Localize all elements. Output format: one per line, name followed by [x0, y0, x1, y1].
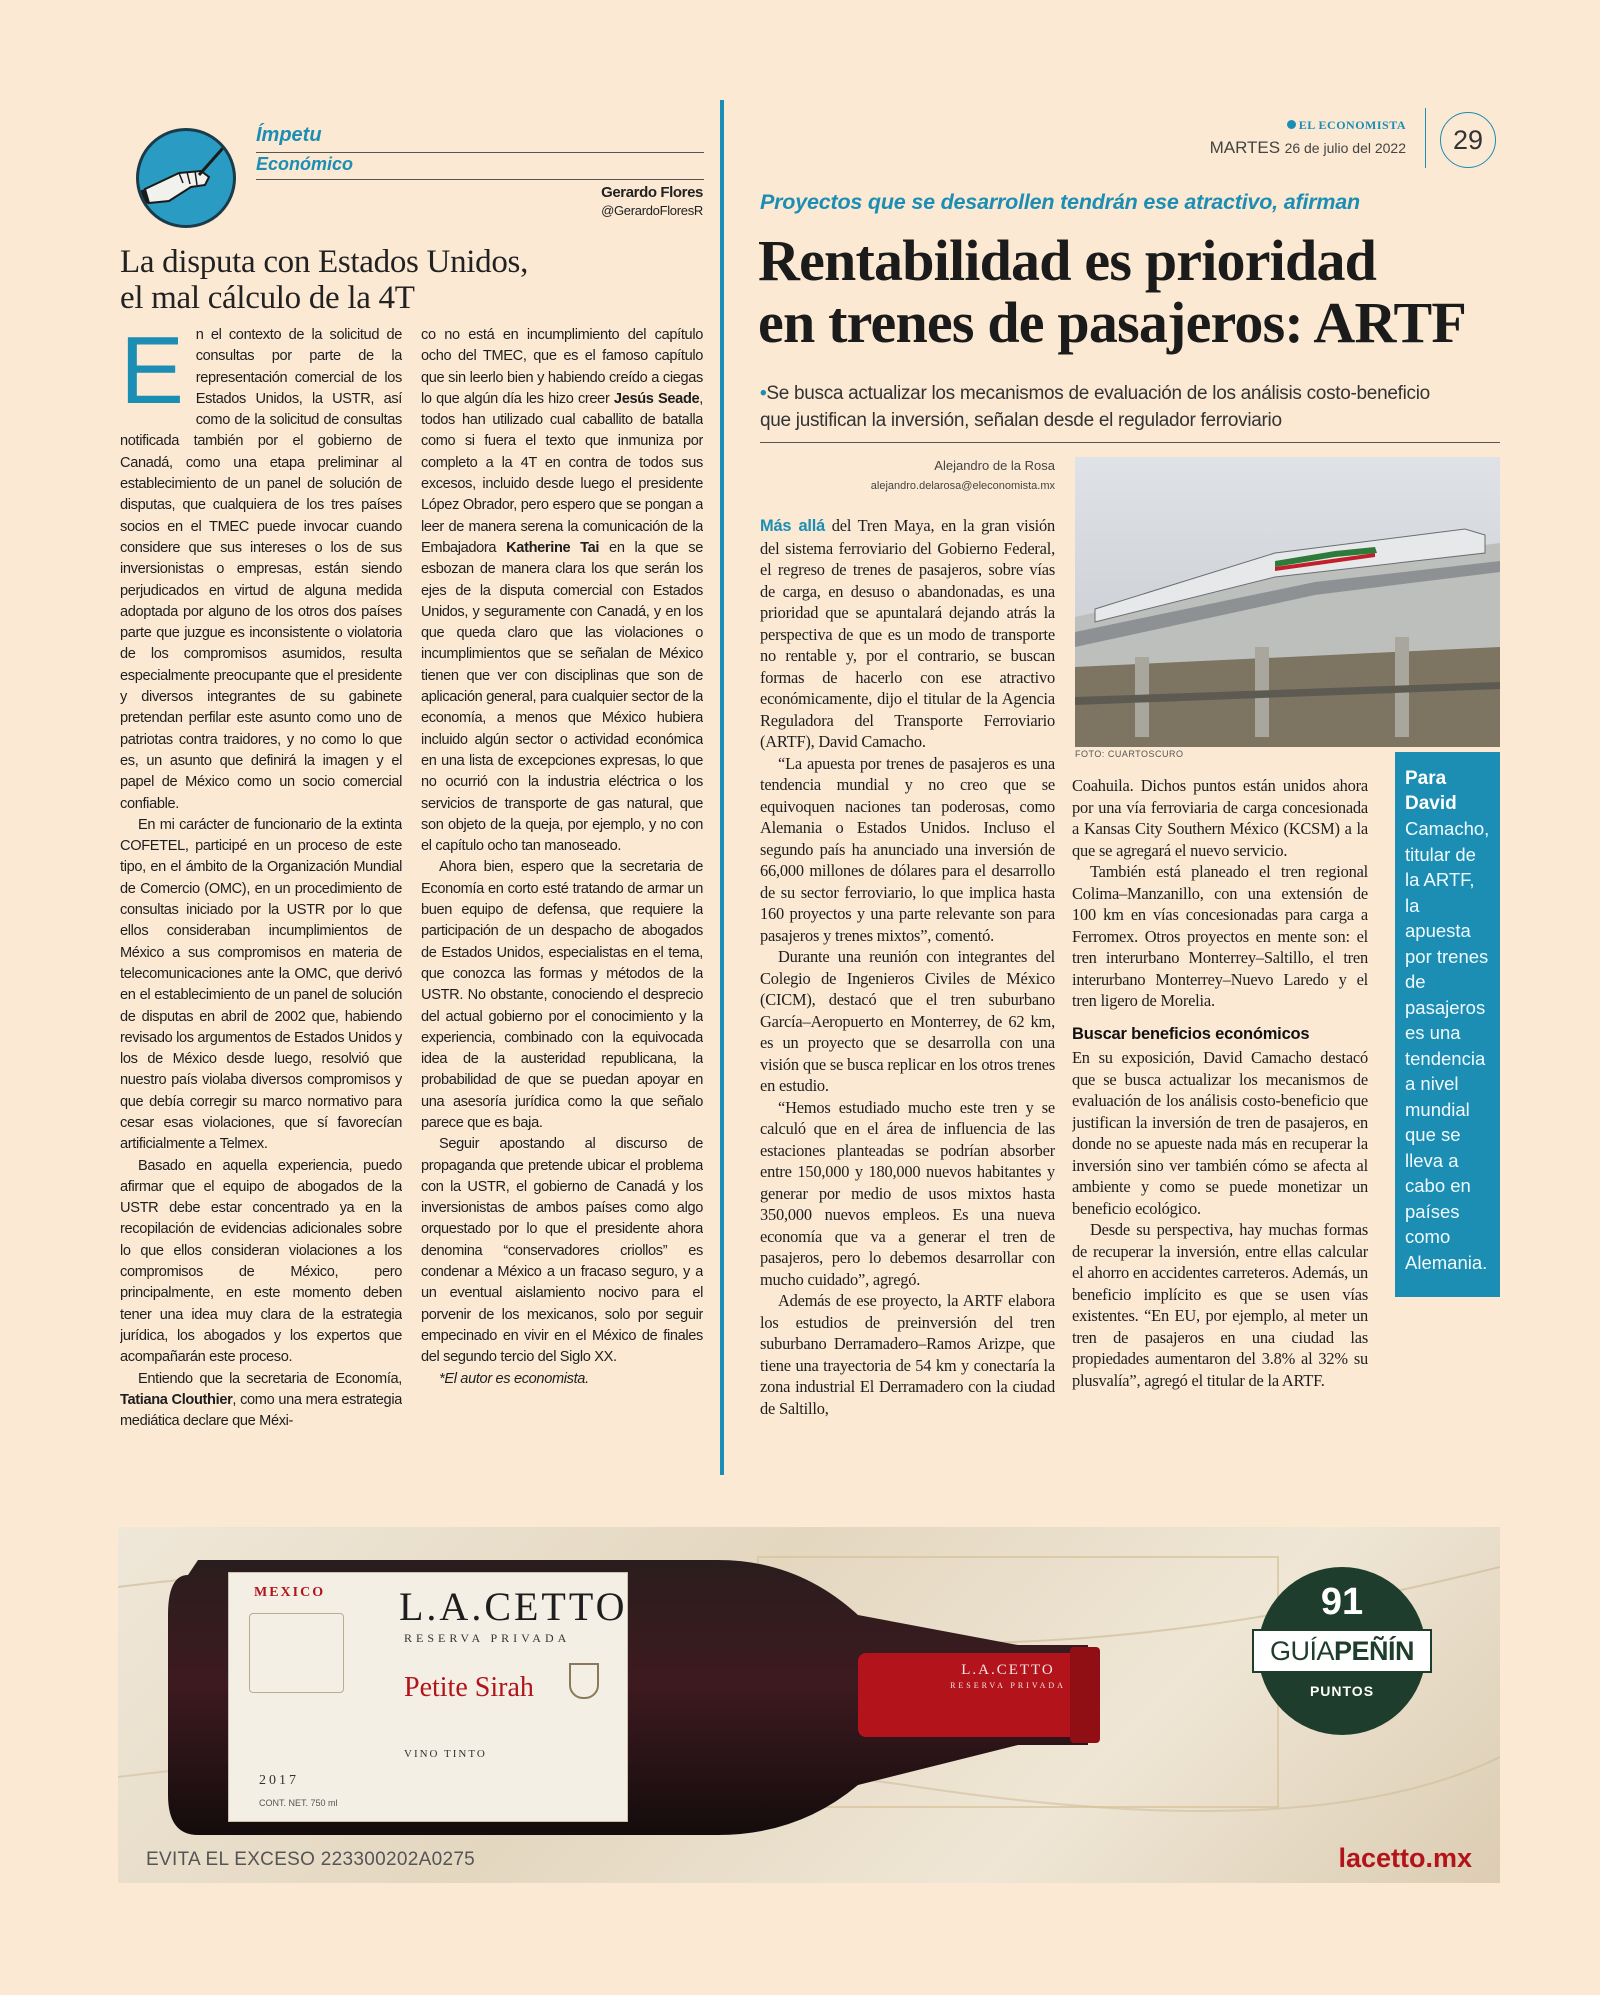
date-text: 26 de julio del 2022	[1284, 140, 1406, 156]
masthead	[1200, 118, 1406, 158]
summary-rule	[760, 442, 1500, 443]
column-paragraph: En mi carácter de funcionario de la extinta COFETEL, participé en un proceso de este tipo, en el ámbito de la Organización Mundial de Comercio (OMC), en un procedimiento de consultas iniciado por la USTR por lo que ellos consideraban incumplimientos de México a sus compromisos en materia de telecomunicaciones ante la OMC, que derivó en el establecimiento de un panel de solución de disputas en abril de 2002 que, habiendo revisado los argumentos de Estados Unidos y los de México desde luego, resolvió que nuestro país violaba diversos compromisos y que debía corregir su marco normativo para cesar esas violaciones, que sí favorecían artificialmente a Telmex.	[120, 816, 402, 1153]
rating-unit: PUNTOS	[1309, 1683, 1375, 1699]
label-wine-type: VINO TINTO	[404, 1748, 487, 1760]
person-name: Katherine Tai	[506, 539, 600, 556]
train-photo-illustration	[1075, 457, 1500, 747]
drop-cap: E	[120, 325, 184, 424]
article-summary: •Se busca actualizar los mecanismos de evaluación de los análisis costo-beneficio que justifican la inversión, señalan desde el regulador ferroviario	[760, 383, 1430, 431]
column-section	[0, 0, 725, 1480]
column-paragraph: co no está en incumplimiento del capítulo ocho del TMEC, que es el famoso capítulo que sin leerlo bien y habiendo creído a ciegas lo que algún día les hizo creer Jesús Seade, todos han utilizado cual caballito de batalla como si fuera el texto que inmuniza por completo a la 4T en contra de todos sus excesos, incluido desde luego el presidente López Obrador, pero espero que se pongan a leer de manera serena la comunicación de la Embajadora Katherine Tai en la que se esbozan de manera clara los que serán los ejes de la disputa comercial con Estados Unidos, y seguramente con Canadá, y en los que queda claro que las violaciones o incumplimientos que se señalan de México tienen que ver con disciplinas que son de aplicación general, para cualquier sector de la economía, a menos que México hubiera incluido algún sector o actividad económica en una lista de excepciones expresas, lo que no ocurrió con la industria eléctrica o los servicios de transporte de gas natural, que son objeto de la queja, por ejemplo, y no con el capítulo ocho tan manoseado.	[421, 327, 703, 855]
column-paragraph: Entiendo que la secretaria de Economía, Tatiana Clouthier, como una mera estrategia mediática declare que Méxi-	[120, 1370, 402, 1430]
date-line	[1200, 138, 1406, 158]
article-paragraph: Durante una reunión con integrantes del Colegio de Ingenieros Civiles de México (CICM), destacó que el tren suburbano García–Aeropuerto en Monterrey, de 62 km, es un proyecto que se desarrolla con una visión que se busca replicar en los otros trenes en estudio.	[760, 947, 1055, 1095]
section-rule-1	[256, 152, 704, 153]
column-paragraph: Ahora bien, espero que la secretaria de Economía en corto esté tratando de armar un buen equipo de defensa, que requiere la participación de un despacho de abogados de Estados Unidos, especialistas en el tema, que conozca las formas y métodos de la USTR. No obstante, conociendo el desprecio del actual gobierno por el conocimiento y la experiencia, combinado con la equivocada idea de la austeridad republicana, la probabilidad de que se puedan apoyar en una asesoría jurídica como la que señalo parece que es baja.	[421, 859, 703, 1131]
article-headline-line2: en trenes de pasajeros: ARTF	[758, 290, 1467, 355]
column-headline-line2: el mal cálculo de la 4T	[120, 280, 415, 316]
article-photo	[1075, 457, 1500, 747]
article-paragraph: En su exposición, David Camacho destacó que se busca actualizar los mecanismos de evaluación de los análisis costo-beneficio que justifican la inversión de tren de pasajeros, en donde no se apueste nada más en recuperar la inversión sino ver también cómo se afecta al ambiente y como se puede monetizar un beneficio ecológico.	[1072, 1048, 1368, 1218]
column-author-handle: @GerardoFloresR	[601, 203, 703, 218]
lead-in: Más allá	[760, 517, 826, 535]
article-paragraph: Además de ese proyecto, la ARTF elabora los estudios de preinversión del tren suburbano Derramadero–Ramos Arizpe, que tiene una trayectoria de 54 km y conectaría la zona industrial El Derramadero con la ciudad de Saltillo,	[760, 1291, 1055, 1418]
writing-hand-icon	[139, 131, 236, 228]
article-paragraph: “Hemos estudiado mucho este tren y se calculó que en el área de influencia de las estaciones planteadas se podrían absorber entre 150,000 y 180,000 nuevos habitantes y generar por medio de usos mixtos hasta 350,000 nuevos empleos. Es una nueva economía que va a generar el tren de pasajeros, pero lo debemos desarrollar con mucho cuidado”, agregó.	[760, 1097, 1055, 1289]
bullet: •	[760, 383, 767, 404]
column-footer-note: *El autor es economista.	[439, 1370, 589, 1387]
byline	[760, 458, 1055, 492]
date-day: MARTES	[1209, 138, 1281, 157]
label-reserve: RESERVA PRIVADA	[404, 1631, 571, 1645]
sidebar-text: Camacho, titular de la ARTF, la apuesta por trenes de pasajeros es una tendencia a nivel mundial que se lleva a cabo en países como Alemania.	[1405, 818, 1490, 1273]
masthead-rule	[1425, 108, 1426, 168]
label-vintage: 2017	[259, 1773, 299, 1788]
neck-reserve: RESERVA PRIVADA	[950, 1681, 1066, 1690]
article-paragraph: “La apuesta por trenes de pasajeros es una tendencia mundial y no creo que se equivoquen naciones tan poderosas, como Alemania o Estados Unidos. Incluso el segundo país ha anunciado una inversión de 66,000 millones de dólares para el desarrollo de su sector ferroviario, lo que implica hasta 160 proyectos y una parte relevante son para pasajeros y trenes mixtos”, comentó.	[760, 753, 1055, 945]
rating-number: 91	[1320, 1581, 1364, 1623]
rating-badge	[1258, 1567, 1426, 1735]
byline-name: Alejandro de la Rosa	[934, 458, 1055, 473]
label-brand: L.A.CETTO	[399, 1584, 628, 1629]
article-paragraph: También está planeado el tren regional Colima–Manzanillo, con una extensión de 100 km en vías concesionadas para carga a Ferromex. Otros proyectos en mente son: el tren interurbano Monterrey–Saltillo, el tren interurbano Monterrey–Nuevo Laredo y el tren ligero de Morelia.	[1072, 862, 1368, 1010]
column-headline	[120, 244, 710, 316]
column-section-line1: Ímpetu	[256, 124, 322, 146]
article-headline	[758, 230, 1518, 354]
article-col1	[760, 515, 1055, 1485]
column-divider	[720, 100, 724, 1475]
publication-name: EL ECONOMISTA	[1200, 118, 1406, 133]
publication-logo-icon	[1287, 120, 1296, 129]
label-volume: CONT. NET. 750 ml	[259, 1798, 338, 1808]
person-name: Tatiana Clouthier	[120, 1391, 233, 1408]
article-col2	[1072, 775, 1368, 1485]
column-paragraph: Seguir apostando al discurso de propaganda que pretende ubicar el problema con la USTR, el gobierno de Canadá y los inversionistas de ambos países como algo orquestado por lo que el presidente ahora denomina “conservadores criollos” es condenar a México a un fracaso seguro, y a un eventual aislamiento nocivo para el porvenir de los mexicanos, solo por seguir empecinado en vivir en el México de finales del segundo tercio del Siglo XX.	[421, 1136, 703, 1366]
neck-label	[923, 1662, 1093, 1690]
byline-email: alejandro.delarosa@eleconomista.mx	[870, 480, 1055, 492]
section-rule-2	[256, 179, 704, 180]
column-author: Gerardo Flores	[601, 184, 703, 201]
article-paragraph: Desde su perspectiva, hay muchas formas de recuperar la inversión, entre ellas calcular el ahorro en accidentes carreteros. Además, un beneficio implícito es que se usen vías existentes. “En EU, por ejemplo, al meter un tren de pasajeros en una ciudad las propiedades aumentaron del 3.8% al 32% su plusvalía”, agregó el titular de la ARTF.	[1072, 1220, 1368, 1390]
column-logo	[136, 128, 236, 228]
article-kicker: Proyectos que se desarrollen tendrán ese atractivo, afirman	[760, 190, 1360, 214]
article-subhead: Buscar beneficios económicos	[1072, 1024, 1310, 1043]
label-crest-icon	[569, 1663, 599, 1699]
column-headline-line1: La disputa con Estados Unidos,	[120, 244, 529, 280]
page-number: 29	[1440, 112, 1496, 168]
ad-warning: EVITA EL EXCESO 223300202A0275	[146, 1849, 476, 1870]
advertisement	[118, 1527, 1500, 1883]
label-wine-name: Petite Sirah	[404, 1672, 534, 1703]
column-paragraph: En el contexto de la solicitud de consultas por parte de la representación comercial de los Estados Unidos, la USTR, así como de la solicitud de consultas notificada también por el gobierno de Canadá, como una etapa preliminar al establecimiento de un panel de solución de disputas, que cualquiera de los tres países socios en el TMEC puede invocar cuando considere que sus intereses o los de sus inversionistas o empresas, están siendo perjudicados en virtud de alguna medida adoptada por alguno de los otros dos países parte que juzgue es inconsistente o violatoria de los compromisos asumidos, resulta especialmente preocupante que el presidente y diversos integrantes de su gabinete pretendan perfilar este asunto como uno de patriotas contra traidores, y no como lo que es, un asunto que definirá la imagen y el papel de México como un socio comercial confiable.	[120, 325, 402, 812]
person-name: Jesús Seade	[613, 390, 700, 407]
column-text-col1	[120, 325, 402, 1483]
column-text-col2	[421, 325, 703, 1483]
photo-credit: FOTO: CUARTOSCURO	[1075, 749, 1184, 759]
label-country: MEXICO	[254, 1585, 326, 1600]
ad-website[interactable]: lacetto.mx	[1338, 1843, 1472, 1873]
column-paragraph: Basado en aquella experiencia, puedo afirmar que el equipo de abogados de la USTR debe estar concentrado ya en la recopilación de evidencias adicionales sobre lo que ellos consideran violaciones a los compromisos de México, pero principalmente, en este momento deben tener una idea muy clara de la estrategia jurídica, los abogados y los expertos que acompañarán este proceso.	[120, 1157, 402, 1366]
sidebar-quote	[1395, 752, 1500, 1297]
wine-label	[228, 1572, 628, 1822]
article-headline-line1: Rentabilidad es prioridad	[758, 228, 1377, 293]
guide-logo: GUÍAPEÑÍN	[1252, 1629, 1432, 1673]
neck-brand: L.A.CETTO	[961, 1662, 1055, 1678]
sidebar-title: Para David	[1405, 768, 1457, 814]
article-paragraph: Más allá del Tren Maya, en la gran visión del sistema ferroviario del Gobierno Federal, el regreso de trenes de pasajeros, sobre vías de carga, en desuso o abandonadas, es una prioridad que se apuntalará dejando atrás la perspectiva de que es un modo de transporte no rentable y, por el contrario, se buscan formas de hacerlo con ese atractivo económicamente, dijo el titular de la Agencia Reguladora del Transporte Ferroviario (ARTF), David Camacho.	[760, 516, 1055, 751]
column-section-line2: Económico	[256, 154, 354, 174]
label-seal	[249, 1613, 344, 1693]
article-paragraph: Coahuila. Dichos puntos están unidos ahora por una vía ferroviaria de carga concesionada a Kansas City Southern México (KCSM) a la que se agregará el nuevo servicio.	[1072, 776, 1368, 860]
